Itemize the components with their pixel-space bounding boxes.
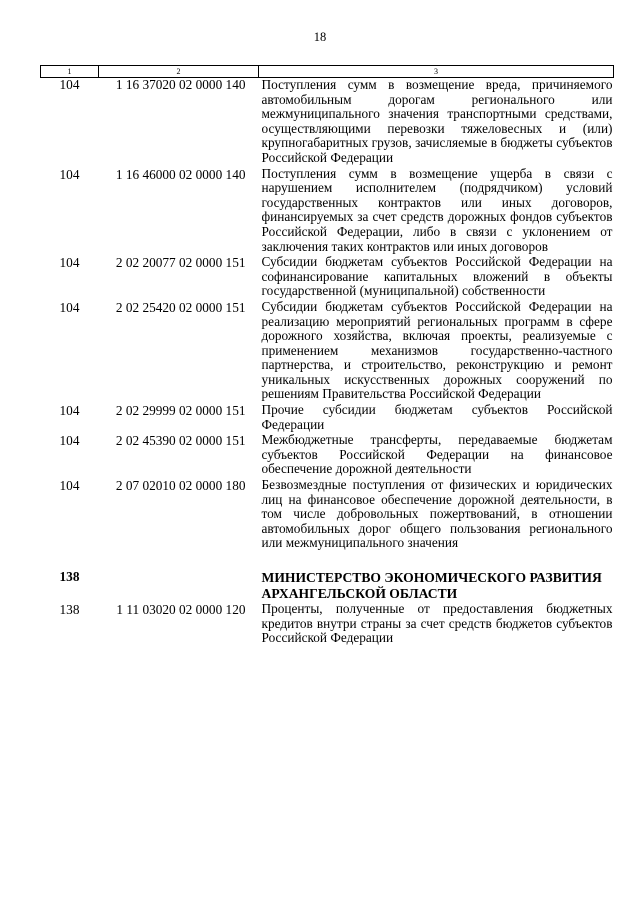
admin-code-cell: 104 (59, 77, 80, 92)
page-number: 18 (313, 30, 327, 44)
table-row (41, 602, 614, 647)
revenue-code-cell: 1 16 46000 02 0000 140 (115, 166, 246, 182)
ministry-heading-row (41, 552, 614, 602)
table-row (41, 300, 614, 403)
revenue-description-cell: Прочие субсидии бюджетам субъектов Российской Федерации (261, 402, 613, 432)
revenue-code-cell: 2 02 45390 02 0000 151 (115, 433, 246, 449)
admin-code-cell: 104 (59, 255, 80, 271)
table-row (41, 78, 614, 167)
admin-code-cell: 104 (59, 166, 80, 182)
table-row (41, 403, 614, 433)
ministry-admin-code: 138 (59, 569, 80, 584)
revenue-code-cell: 2 02 29999 02 0000 151 (115, 403, 246, 419)
table-row (41, 255, 614, 300)
revenue-description-cell: Субсидии бюджетам субъектов Российской Федерации на софинансирование капитальных вложений в объекты государственной (муниципальной) собственности (261, 254, 613, 299)
revenue-description-cell: Проценты, полученные от предоставления бюджетных кредитов внутри страны за счет средств бюджетов субъектов Российской Федерации (261, 601, 613, 646)
table-row (41, 167, 614, 256)
column-number-header (41, 66, 614, 78)
revenue-code-cell: 2 02 20077 02 0000 151 (115, 255, 246, 271)
revenue-description-cell: Межбюджетные трансферты, передаваемые бюджетам субъектов Российской Федерации на финансовое обеспечение дорожной деятельности (261, 432, 613, 477)
column-header-3: 3 (259, 66, 614, 78)
ministry-title: МИНИСТЕРСТВО ЭКОНОМИЧЕСКОГО РАЗВИТИЯ АРХАНГЕЛЬСКОЙ ОБЛАСТИ (261, 570, 602, 601)
admin-code-cell: 138 (59, 602, 80, 617)
table-row (41, 478, 614, 552)
revenue-code-cell: 1 11 03020 02 0000 120 (116, 602, 246, 617)
revenue-codes-table (40, 65, 614, 647)
revenue-code-cell: 1 16 37020 02 0000 140 (115, 77, 246, 92)
revenue-description-cell: Поступления сумм в возмещение ущерба в связи с нарушением исполнителем (подрядчиком) условий государственных контрактов или иных договоров, финансируемых за счет средств дорожных фондов субъектов Российской Федерации, либо в связи с уклонением от заключения таких контрактов или иных договоров (261, 165, 613, 254)
revenue-description-cell: Субсидии бюджетам субъектов Российской Федерации на реализацию мероприятий региональных программ в сфере дорожного хозяйства, включая проекты, реализуемые с применением механизмов государственно-частного партнерства, и строительство, реконструкцию и ремонт уникальных искусственных дорожных сооружений по решениям Правительства Российской Федерации (261, 298, 613, 402)
admin-code-cell: 104 (59, 478, 80, 494)
revenue-code-cell: 2 02 25420 02 0000 151 (115, 299, 246, 315)
admin-code-cell: 104 (59, 299, 80, 315)
ministry-empty-cell (99, 552, 259, 602)
revenue-description-cell: Безвозмездные поступления от физических и юридических лиц на финансовое обеспечение дорожной деятельности, в том числе добровольных пожертвований, в отношении автомобильных дорог общего пользования регионального или межмуниципального значения (261, 477, 613, 551)
column-header-2: 2 (99, 66, 259, 78)
admin-code-cell: 104 (59, 433, 80, 449)
revenue-description-cell: Поступления сумм в возмещение вреда, причиняемого автомобильным дорогам регионального или межмуниципального значения транспортными средствами, осуществляющими перевозки тяжеловесных и (или) крупногабаритных грузов, зачисляемые в бюджеты субъектов Российской Федерации (261, 77, 613, 165)
admin-code-cell: 104 (59, 403, 80, 419)
column-header-1: 1 (41, 66, 99, 78)
revenue-code-cell: 2 07 02010 02 0000 180 (115, 478, 246, 494)
table-row (41, 433, 614, 478)
